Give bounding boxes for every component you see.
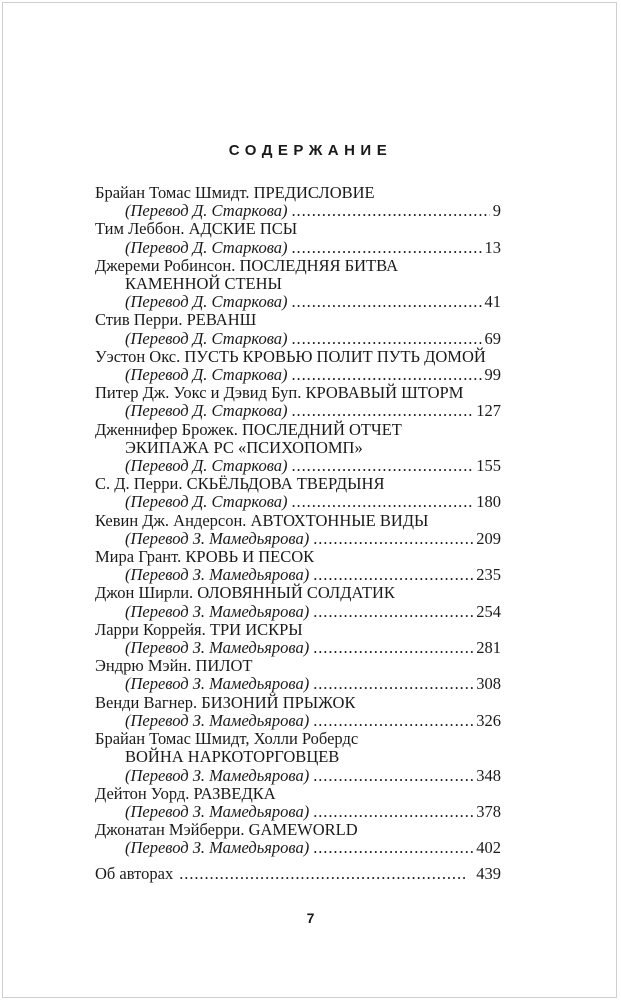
translator: (Перевод З. Мамедьярова) bbox=[125, 710, 310, 730]
entry-title-line: Брайан Томас Шмидт. ПРЕДИСЛОВИЕ bbox=[95, 183, 375, 202]
table-of-contents bbox=[95, 184, 501, 858]
entry-title-line: Кевин Дж. Андерсон. АВТОХТОННЫЕ ВИДЫ bbox=[95, 510, 429, 530]
entry-title-line: Эндрю Мэйн. ПИЛОТ bbox=[95, 656, 253, 676]
page-ref: 402 bbox=[476, 838, 501, 858]
page-ref: 180 bbox=[476, 492, 501, 512]
toc-entry[interactable] bbox=[95, 384, 501, 420]
dot-leader bbox=[313, 675, 473, 693]
dot-leader bbox=[292, 457, 474, 475]
dot-leader bbox=[313, 839, 473, 857]
translator-row bbox=[95, 675, 501, 693]
dot-leader bbox=[313, 712, 473, 730]
toc-entry[interactable] bbox=[95, 694, 501, 730]
translator: (Перевод З. Мамедьярова) bbox=[125, 638, 310, 658]
dot-leader bbox=[292, 402, 474, 420]
about-authors-label: Об авторах bbox=[95, 864, 174, 883]
page-title: СОДЕРЖАНИЕ bbox=[228, 142, 393, 159]
translator-row bbox=[95, 202, 501, 220]
translator-row bbox=[95, 803, 501, 821]
page-ref: 99 bbox=[484, 365, 501, 385]
translator: (Перевод З. Мамедьярова) bbox=[125, 765, 310, 785]
toc-entry[interactable] bbox=[95, 657, 501, 693]
page-ref: 254 bbox=[476, 601, 501, 621]
entry-title-line: Венди Вагнер. БИЗОНИЙ ПРЫЖОК bbox=[95, 692, 356, 712]
toc-entry[interactable] bbox=[95, 184, 501, 220]
translator-row bbox=[95, 402, 501, 420]
entry-title-line: Ларри Коррейя. ТРИ ИСКРЫ bbox=[95, 619, 303, 639]
dot-leader bbox=[292, 330, 482, 348]
dot-leader bbox=[292, 293, 482, 311]
toc-entry[interactable] bbox=[95, 548, 501, 584]
translator: (Перевод Д. Старкова) bbox=[125, 328, 288, 348]
translator-row bbox=[95, 366, 501, 384]
translator: (Перевод Д. Старкова) bbox=[125, 456, 288, 476]
translator-row bbox=[95, 603, 501, 621]
entry-title-line: Мира Грант. КРОВЬ И ПЕСОК bbox=[95, 547, 315, 567]
entry-title-line: КАМЕННОЙ СТЕНЫ bbox=[125, 274, 282, 294]
page-ref: 378 bbox=[476, 801, 501, 821]
entry-title-line: ЭКИПАЖА РС «ПСИХОПОМП» bbox=[125, 437, 363, 457]
dot-leader bbox=[313, 603, 473, 621]
translator: (Перевод Д. Старкова) bbox=[125, 237, 288, 257]
translator: (Перевод Д. Старкова) bbox=[125, 401, 288, 421]
page-ref: 13 bbox=[484, 237, 501, 257]
toc-entry[interactable] bbox=[95, 584, 501, 620]
translator: (Перевод З. Мамедьярова) bbox=[125, 674, 310, 694]
entry-title-line: Стив Перри. РЕВАНШ bbox=[95, 310, 257, 330]
dot-leader bbox=[292, 239, 482, 257]
entry-title-line: Уэстон Окс. ПУСТЬ КРОВЬЮ ПОЛИТ ПУТЬ ДОМОЙ bbox=[95, 346, 486, 366]
page-ref: 127 bbox=[476, 401, 501, 421]
entry-title-line: С. Д. Перри. СКЬЁЛЬДОВА ТВЕРДЫНЯ bbox=[95, 474, 385, 494]
page-ref: 69 bbox=[484, 328, 501, 348]
toc-entry[interactable] bbox=[95, 621, 501, 657]
translator: (Перевод Д. Старкова) bbox=[125, 492, 288, 512]
entry-title-line: Питер Дж. Уокс и Дэвид Буп. КРОВАВЫЙ ШТОРМ bbox=[95, 383, 464, 403]
dot-leader bbox=[292, 366, 482, 384]
translator: (Перевод З. Мамедьярова) bbox=[125, 801, 310, 821]
translator-row bbox=[95, 330, 501, 348]
entry-title-line: Дейтон Уорд. РАЗВЕДКА bbox=[95, 783, 276, 803]
page-ref: 326 bbox=[476, 710, 501, 730]
translator: (Перевод З. Мамедьярова) bbox=[125, 838, 310, 858]
dot-leader bbox=[313, 566, 473, 584]
toc-entry[interactable] bbox=[95, 821, 501, 857]
translator: (Перевод З. Мамедьярова) bbox=[125, 528, 310, 548]
entry-title-line: Дженнифер Брожек. ПОСЛЕДНИЙ ОТЧЕТ bbox=[95, 419, 402, 439]
page-ref: 41 bbox=[484, 292, 501, 312]
toc-entry[interactable] bbox=[95, 348, 501, 384]
about-authors-page: 439 bbox=[476, 864, 501, 883]
translator: (Перевод Д. Старкова) bbox=[125, 292, 288, 312]
toc-entry[interactable] bbox=[95, 421, 501, 476]
toc-entry[interactable] bbox=[95, 257, 501, 312]
page-number: 7 bbox=[306, 910, 315, 926]
toc-entry[interactable] bbox=[95, 785, 501, 821]
dot-leader bbox=[313, 530, 473, 548]
page-ref: 281 bbox=[476, 638, 501, 658]
translator: (Перевод Д. Старкова) bbox=[125, 365, 288, 385]
dot-leader bbox=[179, 865, 468, 883]
page-ref: 155 bbox=[476, 456, 501, 476]
translator: (Перевод З. Мамедьярова) bbox=[125, 601, 310, 621]
toc-entry[interactable] bbox=[95, 220, 501, 256]
page-ref: 308 bbox=[476, 674, 501, 694]
entry-title-line: Джон Ширли. ОЛОВЯННЫЙ СОЛДАТИК bbox=[95, 583, 395, 603]
translator-row bbox=[95, 639, 501, 657]
translator-row bbox=[95, 839, 501, 857]
toc-entry[interactable] bbox=[95, 730, 501, 785]
toc-entry-about-authors[interactable] bbox=[95, 865, 501, 883]
page-ref: 209 bbox=[476, 528, 501, 548]
toc-entry[interactable] bbox=[95, 475, 501, 511]
translator-row bbox=[95, 566, 501, 584]
dot-leader bbox=[292, 202, 490, 220]
translator-row bbox=[95, 239, 501, 257]
page-ref: 9 bbox=[492, 201, 501, 221]
translator-row bbox=[95, 457, 501, 475]
toc-entry[interactable] bbox=[95, 512, 501, 548]
entry-title-line: Тим Леббон. АДСКИЕ ПСЫ bbox=[95, 219, 298, 239]
dot-leader bbox=[313, 767, 473, 785]
entry-title-line: Джереми Робинсон. ПОСЛЕДНЯЯ БИТВА bbox=[95, 255, 399, 275]
dot-leader bbox=[313, 639, 473, 657]
translator-row bbox=[95, 712, 501, 730]
translator: (Перевод З. Мамедьярова) bbox=[125, 565, 310, 585]
toc-entry[interactable] bbox=[95, 311, 501, 347]
translator-row bbox=[95, 293, 501, 311]
translator-row bbox=[95, 530, 501, 548]
translator: (Перевод Д. Старкова) bbox=[125, 201, 288, 221]
page-ref: 348 bbox=[476, 765, 501, 785]
translator-row bbox=[95, 493, 501, 511]
translator-row bbox=[95, 767, 501, 785]
entry-title-line: Джонатан Мэйберри. GAMEWORLD bbox=[95, 820, 358, 840]
dot-leader bbox=[292, 493, 474, 511]
page-ref: 235 bbox=[476, 565, 501, 585]
entry-title-line: Брайан Томас Шмидт, Холли Робердс bbox=[95, 729, 359, 749]
entry-title-line: ВОЙНА НАРКОТОРГОВЦЕВ bbox=[125, 747, 340, 767]
dot-leader bbox=[313, 803, 473, 821]
